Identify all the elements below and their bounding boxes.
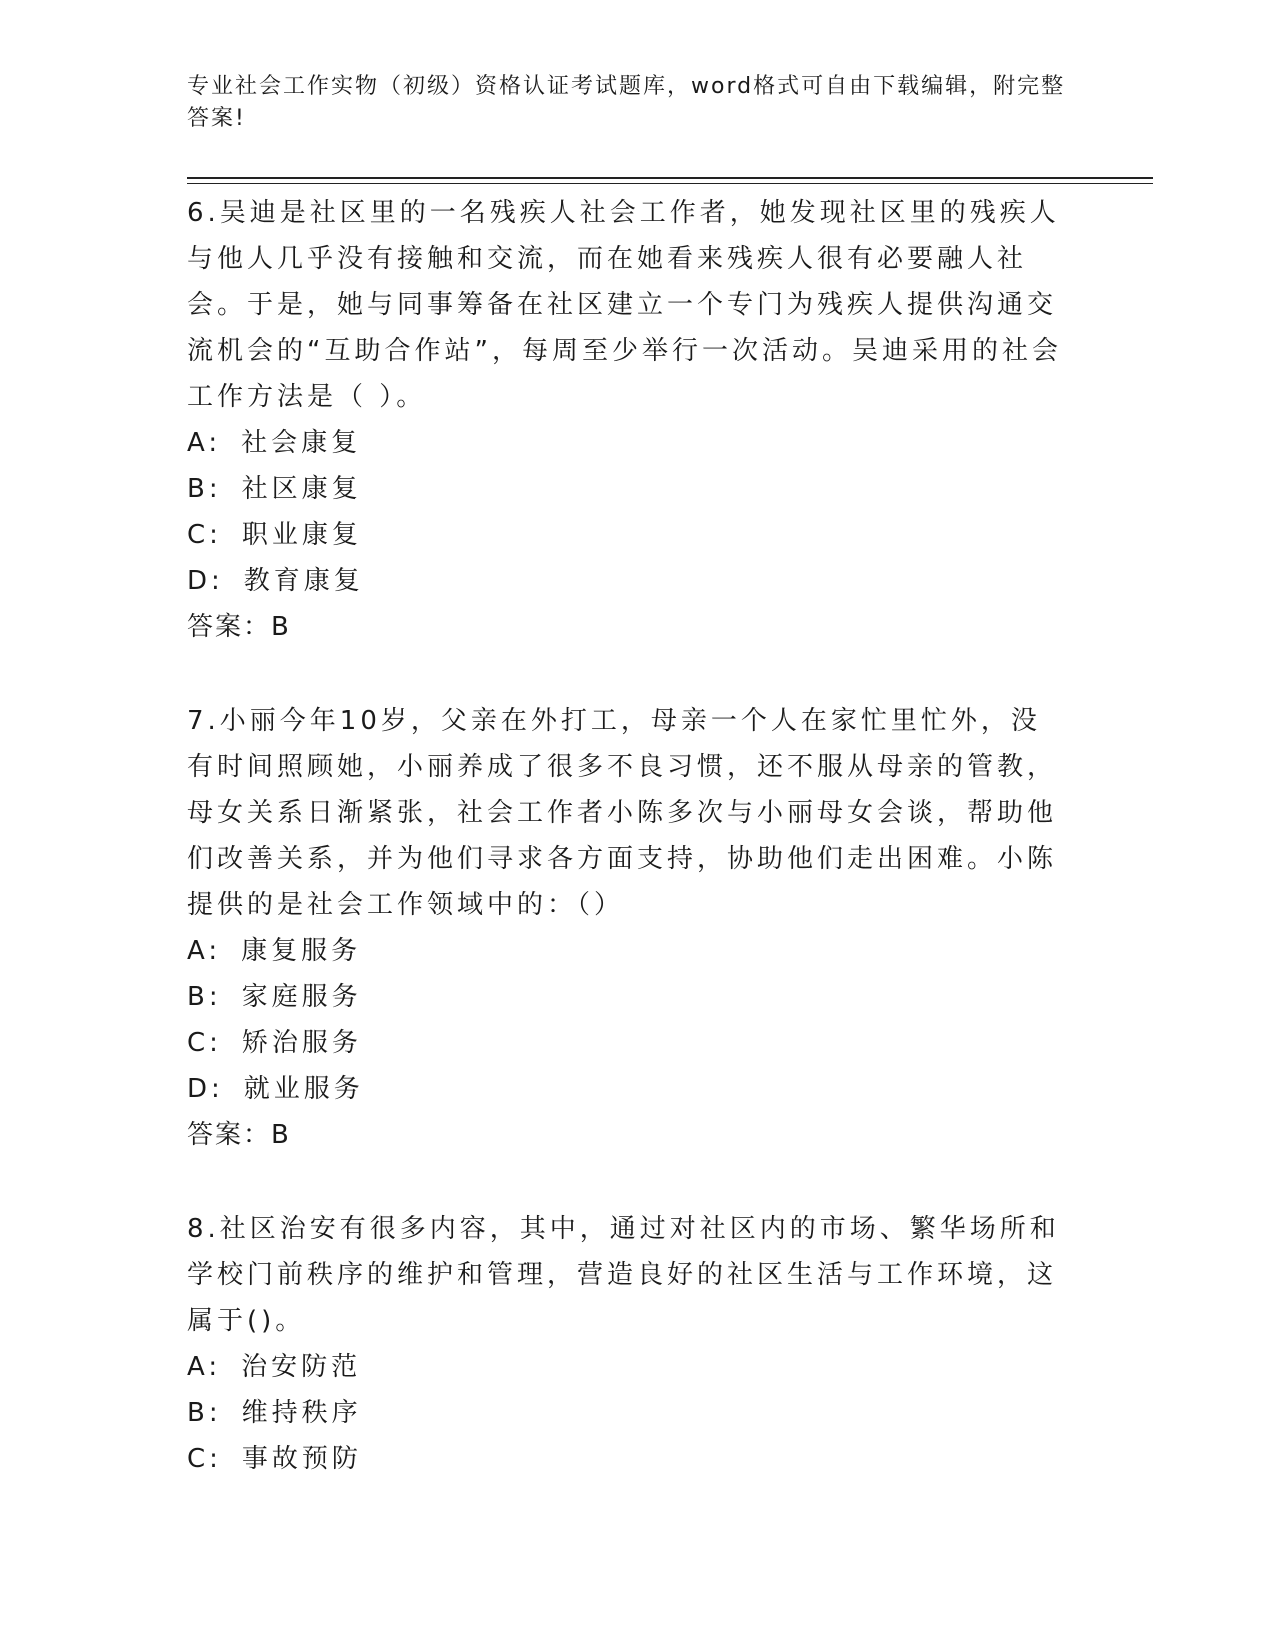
question-stem: 6.吴迪是社区里的一名残疾人社会工作者，她发现社区里的残疾人与他人几乎没有接触和交流，而在她看来残疾人很有必要融人社会。于是，她与同事筹备在社区建立一个专门为残疾人提供沟通交流机会的“互助合作站”，每周至少举行一次活动。吴迪采用的社会工作方法是（ ）。 [187, 198, 1062, 412]
option-letter: A: [187, 1352, 222, 1382]
answer-line: 答案：B [187, 1120, 291, 1150]
option-letter: B: [187, 1398, 222, 1428]
option-text: 社会康复 [241, 428, 362, 458]
option-d [187, 558, 1067, 604]
option-b [187, 466, 1067, 512]
option-letter: C: [187, 520, 222, 550]
option-text: 就业服务 [243, 1074, 364, 1104]
option-text: 教育康复 [243, 566, 364, 596]
option-c [187, 1436, 1067, 1482]
option-letter: C: [187, 1444, 222, 1474]
question-list [187, 190, 1067, 1530]
option-letter: B: [187, 474, 222, 504]
question-8 [187, 1206, 1067, 1482]
option-d [187, 1066, 1067, 1112]
header-divider-thick [187, 177, 1153, 179]
option-text: 治安防范 [241, 1352, 362, 1382]
option-text: 职业康复 [241, 520, 362, 550]
option-text: 维持秩序 [241, 1398, 362, 1428]
option-b [187, 1390, 1067, 1436]
option-letter: D: [187, 1074, 224, 1104]
option-text: 矫治服务 [241, 1028, 362, 1058]
option-c [187, 1020, 1067, 1066]
header-divider-thin [187, 183, 1153, 184]
answer-line: 答案：B [187, 612, 291, 642]
option-text: 事故预防 [241, 1444, 362, 1474]
question-stem: 7.小丽今年10岁，父亲在外打工，母亲一个人在家忙里忙外，没有时间照顾她，小丽养成了很多不良习惯，还不服从母亲的管教，母女关系日渐紧张，社会工作者小陈多次与小丽母女会谈，帮助他们改善关系，并为他们寻求各方面支持，协助他们走出困难。小陈提供的是社会工作领域中的：（） [187, 706, 1058, 920]
option-letter: A: [187, 428, 222, 458]
option-b [187, 974, 1067, 1020]
option-c [187, 512, 1067, 558]
option-a [187, 928, 1067, 974]
question-stem: 8.社区治安有很多内容，其中，通过对社区内的市场、繁华场所和学校门前秩序的维护和管理，营造良好的社区生活与工作环境，这属于()。 [187, 1214, 1060, 1336]
option-a [187, 1344, 1067, 1390]
option-letter: B: [187, 982, 222, 1012]
question-7 [187, 698, 1067, 1158]
option-text: 社区康复 [241, 474, 362, 504]
option-letter: C: [187, 1028, 222, 1058]
option-text: 康复服务 [241, 936, 362, 966]
question-6 [187, 190, 1067, 650]
option-text: 家庭服务 [241, 982, 362, 1012]
option-a [187, 420, 1067, 466]
document-header: 专业社会工作实物（初级）资格认证考试题库，word格式可自由下载编辑，附完整答案! [187, 74, 1066, 131]
option-letter: A: [187, 936, 222, 966]
option-letter: D: [187, 566, 224, 596]
